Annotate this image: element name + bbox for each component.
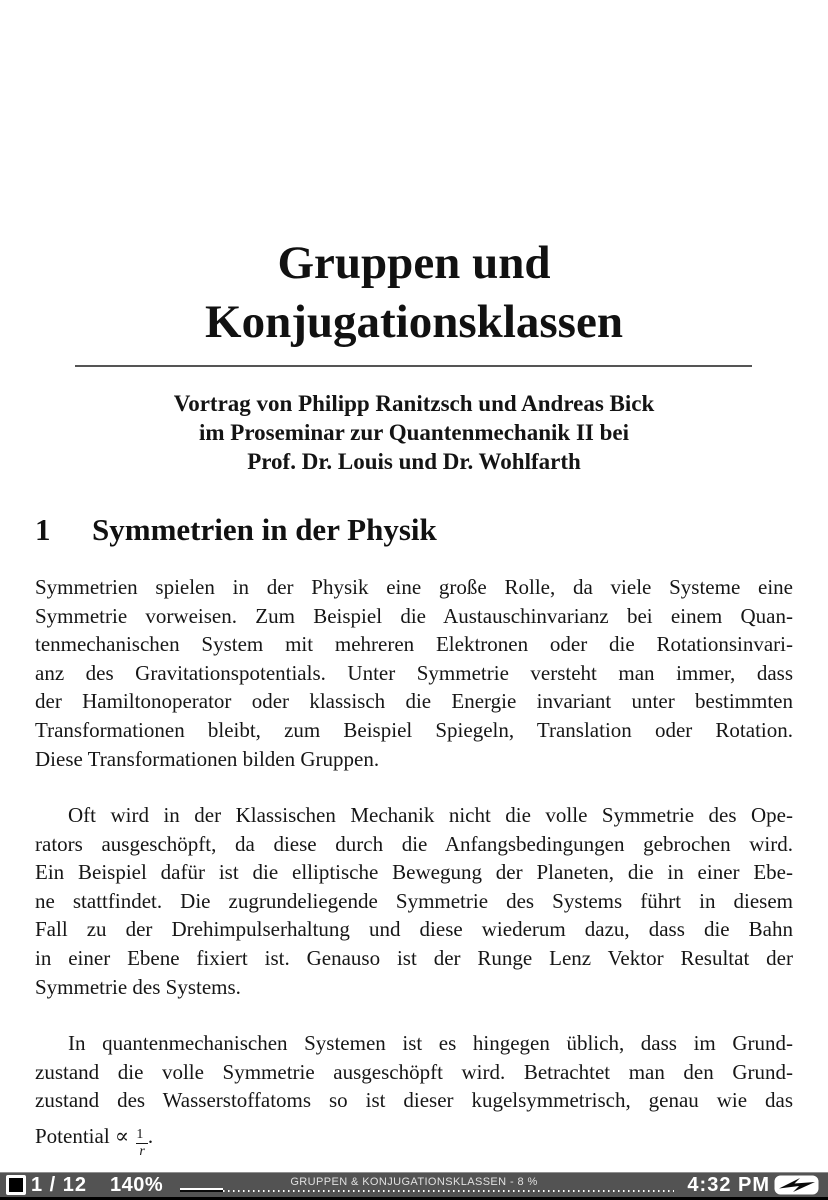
text-line: Symmetrien spielen in der Physik eine große Rolle, da viele Systeme eine bbox=[35, 575, 793, 599]
text-line: der Hamiltonoperator oder klassisch die Energie invariant unter bestimmten bbox=[35, 689, 793, 714]
document-title bbox=[0, 234, 828, 352]
fraction-denominator: r bbox=[136, 1143, 147, 1160]
section-number: 1 bbox=[35, 512, 51, 547]
text-line: ne stattfindet. Die zugrundeliegende Symmetrie des Systems führt in diesem bbox=[35, 888, 793, 913]
paragraph-3 bbox=[35, 1029, 793, 1115]
paragraph-3-math-line bbox=[35, 1114, 793, 1159]
text-line: Symmetrie vorweisen. Zum Beispiel die Austauschinvarianz bei einem Quan- bbox=[35, 603, 793, 628]
document-subtitle bbox=[0, 389, 828, 476]
paragraph-1 bbox=[35, 573, 793, 773]
text-line: Ein Beispiel dafür ist die elliptische Bewegung der Planeten, die in einer Ebe- bbox=[35, 860, 793, 885]
math-suffix: . bbox=[147, 1124, 154, 1148]
text-line: anz des Gravitationspotentials. Unter Symmetrie versteht man immer, dass bbox=[35, 660, 793, 685]
section-heading bbox=[35, 511, 793, 549]
text-line: Gruppen und bbox=[277, 237, 551, 289]
text-line: tenmechanischen System mit mehreren Elektronen oder die Rotationsinvari- bbox=[35, 632, 793, 657]
statusbar-doc-title: GRUPPEN & KONJUGATIONSKLASSEN - 8 % bbox=[290, 1176, 538, 1188]
status-bar bbox=[0, 1172, 828, 1197]
text-line: In quantenmechanischen Systemen ist es hingegen üblich, dass im Grund- bbox=[68, 1031, 793, 1055]
section-title: Symmetrien in der Physik bbox=[92, 512, 437, 547]
progress-bar[interactable] bbox=[180, 1188, 674, 1192]
text-line: Oft wird in der Klassischen Mechanik nicht die volle Symmetrie des Ope- bbox=[68, 803, 793, 827]
text-line: rators ausgeschöpft, da diese durch die Anfangsbedingungen gebrochen wird. bbox=[35, 831, 793, 856]
text-line: zustand die volle Symmetrie ausgeschöpft wird. Betrachtet man den Grund- bbox=[35, 1059, 793, 1084]
battery-charging-icon bbox=[774, 1175, 819, 1195]
fraction bbox=[136, 1127, 147, 1160]
progress-done bbox=[180, 1188, 223, 1192]
text-line: im Proseminar zur Quantenmechanik II bei bbox=[199, 420, 629, 445]
math-line bbox=[35, 1114, 793, 1159]
page-indicator[interactable]: 1 / 12 bbox=[31, 1174, 88, 1196]
zoom-level[interactable]: 140% bbox=[110, 1174, 164, 1196]
text-line: Transformationen bleibt, zum Beispiel Spiegeln, Translation oder Rotation. bbox=[35, 717, 793, 742]
text-line: in einer Ebene fixiert ist. Genauso ist der Runge Lenz Vektor Resultat der bbox=[35, 945, 793, 970]
text-line: Konjugationsklassen bbox=[205, 296, 623, 348]
text-line: Diese Transformationen bilden Gruppen. bbox=[35, 746, 380, 771]
clock: 4:32 PM bbox=[687, 1174, 770, 1196]
text-line: Vortrag von Philipp Ranitzsch und Andreas Bick bbox=[173, 391, 655, 416]
math-prefix: Potential ∝ bbox=[35, 1124, 135, 1148]
fraction-numerator: 1 bbox=[136, 1126, 144, 1142]
text-line: Symmetrie des Systems. bbox=[35, 974, 241, 999]
text-line: Prof. Dr. Louis und Dr. Wohlfarth bbox=[247, 449, 581, 474]
text-line: Fall zu der Drehimpulserhaltung und diese wiederum dazu, dass die Bahn bbox=[35, 917, 793, 942]
paragraph-2 bbox=[35, 801, 793, 1001]
text-line: zustand des Wasserstoffatoms so ist dieser kugelsymmetrisch, genau wie das bbox=[35, 1088, 793, 1113]
title-rule bbox=[75, 365, 752, 367]
progress-remaining bbox=[223, 1190, 674, 1192]
